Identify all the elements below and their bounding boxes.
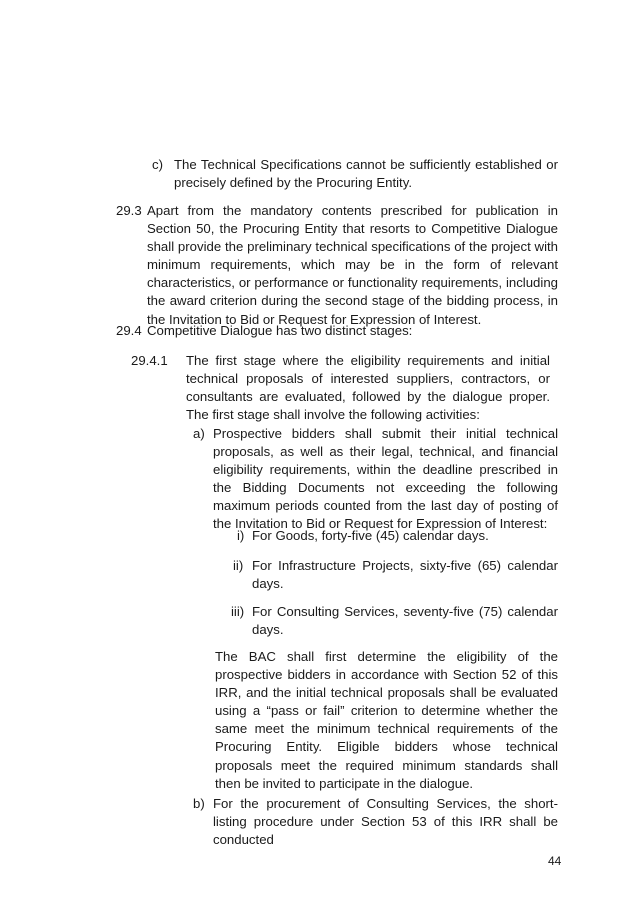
section-29-3-paragraph: Apart from the mandatory contents prescribed for publication in Section 50, the Procuring Entity that resorts to Competitive Dialogue shall provide the preliminary technical specifications of the project with minimum requirements, which may be in the form of relevant characteristics, or performance or functionality requirements, including the award criterion during the second stage of the bidding process, in the Invitation to Bid or Request for Expression of Interest. — [147, 203, 558, 327]
item-ii-label: ii) — [233, 558, 244, 573]
item-iii-label: iii) — [231, 604, 245, 619]
item-i-text — [252, 527, 558, 545]
item-i-paragraph: For Goods, forty-five (45) calendar days. — [252, 528, 489, 543]
item-b-text — [213, 795, 558, 849]
section-29-4-label: 29.4 — [116, 323, 142, 338]
item-iii-paragraph: For Consulting Services, seventy-five (75) calendar days. — [252, 604, 558, 638]
bac-paragraph-text: The BAC shall first determine the eligibility of the prospective bidders in accordance with Section 52 of this IRR, and the initial technical proposals shall be evaluated using a “pass or fail” criterion to determine whether the same meet the minimum technical requirements of the Procuring Entity. Eligible bidders whose technical proposals meet the required minimum standards shall then be invited to participate in the dialogue. — [215, 649, 558, 791]
item-c-paragraph: The Technical Specifications cannot be sufficiently established or precisely defined by the Procuring Entity. — [174, 157, 558, 191]
item-b-paragraph: For the procurement of Consulting Services, the short-listing procedure under Section 53 of this IRR shall be conducted — [213, 796, 558, 848]
section-29-3-text — [147, 202, 558, 329]
item-a-label: a) — [193, 426, 205, 441]
section-29-4-1-text — [186, 352, 550, 424]
bac-paragraph — [215, 648, 558, 793]
item-i-label: i) — [237, 528, 245, 543]
item-ii-text — [252, 557, 558, 593]
section-29-3-label: 29.3 — [116, 203, 142, 218]
item-b-label: b) — [193, 796, 205, 811]
page-number: 44 — [548, 854, 562, 868]
section-29-4-1-paragraph: The first stage where the eligibility requirements and initial technical proposals of interested suppliers, contractors, or consultants are evaluated, followed by the dialogue proper. The first stage shall involve the following activities: — [186, 353, 550, 423]
item-a-paragraph: Prospective bidders shall submit their initial technical proposals, as well as their legal, technical, and financial eligibility requirements, within the deadline prescribed in the Bidding Documents not exceeding the following maximum periods counted from the last day of posting of the Invitation to Bid or Request for Expression of Interest: — [213, 426, 558, 532]
item-ii-paragraph: For Infrastructure Projects, sixty-five (65) calendar days. — [252, 558, 558, 592]
section-29-4-text — [147, 322, 558, 340]
item-a-text — [213, 425, 558, 534]
item-c-text — [174, 156, 558, 192]
item-c-label: c) — [152, 157, 163, 172]
section-29-4-paragraph: Competitive Dialogue has two distinct stages: — [147, 323, 413, 338]
section-29-4-1-label: 29.4.1 — [131, 353, 168, 368]
item-iii-text — [252, 603, 558, 639]
